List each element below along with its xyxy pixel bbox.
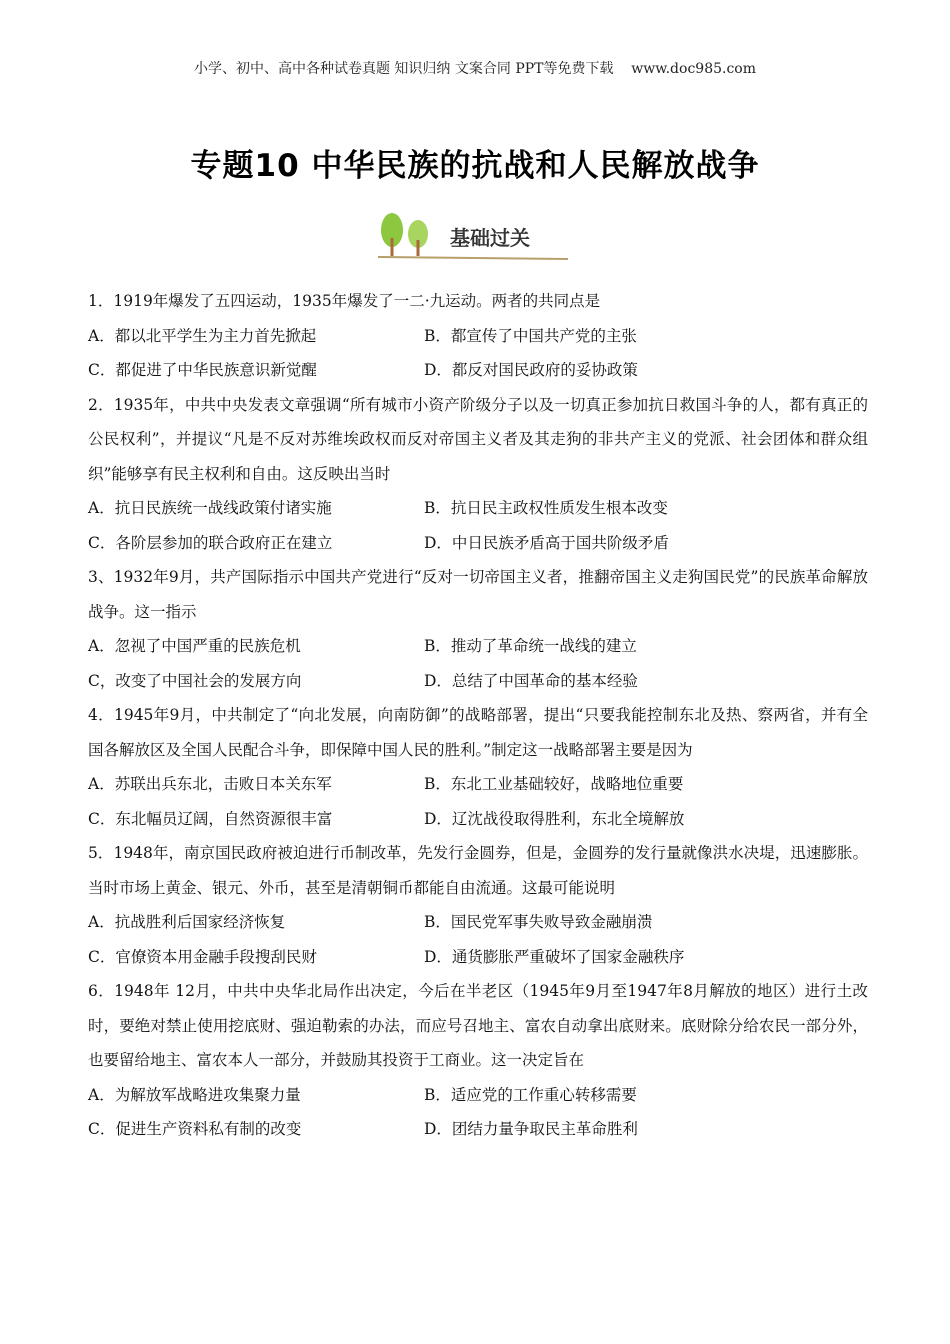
option-b: B．都宣传了中国共产党的主张 <box>424 326 637 345</box>
question-5 <box>88 836 868 974</box>
option-a: A．抗日民族统一战线政策付诸实施 <box>88 499 332 517</box>
option-c: C．东北幅员辽阔，自然资源很丰富 <box>88 809 333 828</box>
option-a: A．忽视了中国严重的民族危机 <box>88 637 301 655</box>
option-c: C．促进生产资料私有制的改变 <box>88 1120 302 1138</box>
option-a: A．都以北平学生为主力首先掀起 <box>88 326 317 345</box>
question-list <box>88 284 868 1147</box>
option-a: A．苏联出兵东北，击败日本关东军 <box>88 775 332 793</box>
option-d: D．中日民族矛盾高于国共阶级矛盾 <box>424 533 669 552</box>
question-4 <box>88 698 868 836</box>
option-b: B．抗日民主政权性质发生根本改变 <box>424 499 668 517</box>
option-b: B．适应党的工作重心转移需要 <box>424 1085 637 1104</box>
page-title: 专题10 中华民族的抗战和人民解放战争 <box>190 148 760 184</box>
section-label: 基础过关 <box>450 226 530 250</box>
question-stem: 4．1945年9月，中共制定了“向北发展，向南防御”的战略部署，提出“只要我能控制东北及热、察两省，并有全国各解放区及全国人民配合斗争，即保障中国人民的胜利。”制定这一战略部署主要是因为 <box>88 706 868 759</box>
option-d: D．总结了中国革命的基本经验 <box>424 671 638 690</box>
option-c: C．各阶层参加的联合政府正在建立 <box>88 533 333 552</box>
question-stem: 6．1948年 12月，中共中央华北局作出决定，今后在半老区（1945年9月至1947年8月解放的地区）进行土改时，要绝对禁止使用挖底财、强迫勒索的办法，而应号召地主、富农自动拿出底财来。底财除分给农民一部分外，也要留给地主、富农本人一部分，并鼓励其投资于工商业。这一决定旨在 <box>88 982 868 1069</box>
page-header: 小学、初中、高中各种试卷真题 知识归纳 文案合同 PPT等免费下载 www.doc985.com <box>193 61 756 77</box>
question-2 <box>88 388 868 561</box>
question-stem: 2．1935年，中共中央发表文章强调“所有城市小资产阶级分子以及一切真正参加抗日救国斗争的人，都有真正的公民权利”，并提议“凡是不反对苏维埃政权而反对帝国主义者及其走狗的非共产主义的党派、社会团体和群众组织”能够享有民主权利和自由。这反映出当时 <box>88 395 868 483</box>
question-6 <box>88 974 868 1147</box>
option-c: C．官僚资本用金融手段搜刮民财 <box>88 947 317 966</box>
question-stem: 3、1932年9月，共产国际指示中国共产党进行“反对一切帝国主义者，推翻帝国主义走狗国民党”的民族革命解放战争。这一指示 <box>88 568 868 621</box>
option-a: A．为解放军战略进攻集聚力量 <box>88 1085 301 1104</box>
option-d: D．辽沈战役取得胜利，东北全境解放 <box>424 809 685 828</box>
option-c: C，改变了中国社会的发展方向 <box>88 671 302 690</box>
option-a: A．抗战胜利后国家经济恢复 <box>88 913 286 931</box>
question-3 <box>88 560 868 698</box>
question-stem: 5．1948年，南京国民政府被迫进行币制改革，先发行金圆券，但是，金圆券的发行量就像洪水决堤，迅速膨胀。当时市场上黄金、银元、外币，甚至是清朝铜币都能自由流通。这最可能说明 <box>88 844 868 897</box>
question-stem: 1．1919年爆发了五四运动，1935年爆发了一二·九运动。两者的共同点是 <box>88 292 601 310</box>
option-b: B．东北工业基础较好，战略地位重要 <box>424 775 684 793</box>
option-c: C．都促进了中华民族意识新觉醒 <box>88 361 317 379</box>
section-badge <box>378 210 578 262</box>
question-1 <box>88 284 868 388</box>
option-b: B．国民党军事失败导致金融崩溃 <box>424 913 653 931</box>
option-d: D．团结力量争取民主革命胜利 <box>424 1120 638 1138</box>
option-b: B．推动了革命统一战线的建立 <box>424 637 637 655</box>
option-d: D．通货膨胀严重破坏了国家金融秩序 <box>424 947 685 966</box>
option-d: D．都反对国民政府的妥协政策 <box>424 361 638 379</box>
